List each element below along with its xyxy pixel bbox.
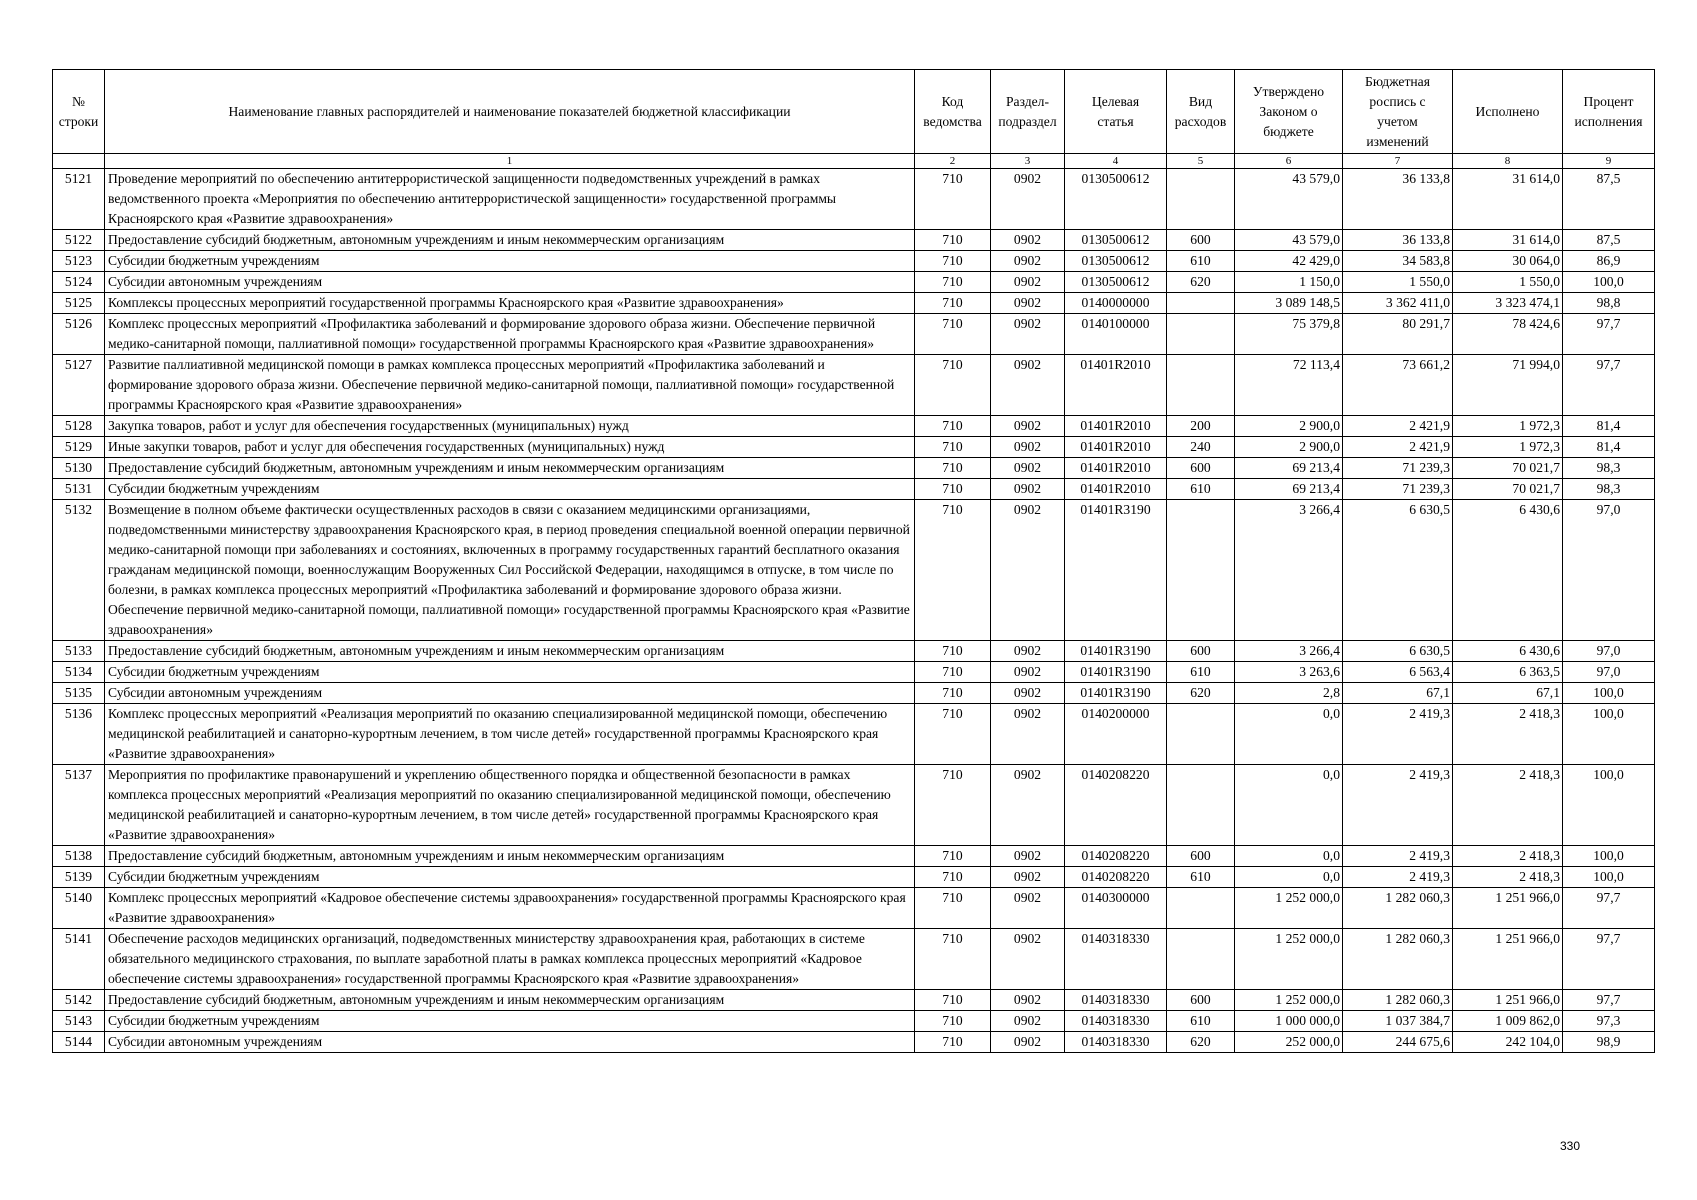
expense-type-cell: 200 [1167, 416, 1235, 437]
dept-code-cell: 710 [915, 355, 991, 416]
dept-code-cell: 710 [915, 683, 991, 704]
expense-type-cell [1167, 355, 1235, 416]
header-target-item: Целевая статья [1065, 70, 1167, 154]
section-cell: 0902 [991, 479, 1065, 500]
approved-cell: 1 252 000,0 [1235, 929, 1343, 990]
dept-code-cell: 710 [915, 990, 991, 1011]
dept-code-cell: 710 [915, 251, 991, 272]
section-cell: 0902 [991, 500, 1065, 641]
approved-cell: 3 089 148,5 [1235, 293, 1343, 314]
header-budget-schedule: Бюджетная роспись с учетом изменений [1343, 70, 1453, 154]
name-cell: Проведение мероприятий по обеспечению антитеррористической защищенности подведомственных учреждений в рамках ведомственного проекта «Мероприятия по обеспечению антитеррористической защищенности» государственной программы Красноярского края «Развитие здравоохранения» [105, 169, 915, 230]
dept-code-cell: 710 [915, 1011, 991, 1032]
row-number-cell: 5131 [53, 479, 105, 500]
dept-code-cell: 710 [915, 641, 991, 662]
name-cell: Предоставление субсидий бюджетным, автономным учреждениям и иным некоммерческим организациям [105, 846, 915, 867]
table-row [53, 500, 1655, 641]
dept-code-cell: 710 [915, 230, 991, 251]
target-item-cell: 0140318330 [1065, 1011, 1167, 1032]
row-number-cell: 5140 [53, 888, 105, 929]
table-row [53, 251, 1655, 272]
row-number-cell: 5136 [53, 704, 105, 765]
budget-schedule-cell: 80 291,7 [1343, 314, 1453, 355]
budget-schedule-cell: 36 133,8 [1343, 230, 1453, 251]
executed-cell: 2 418,3 [1453, 765, 1563, 846]
target-item-cell: 0140318330 [1065, 990, 1167, 1011]
row-number-cell: 5133 [53, 641, 105, 662]
column-number: 6 [1235, 154, 1343, 169]
expense-type-cell: 620 [1167, 272, 1235, 293]
column-number-row [53, 154, 1655, 169]
name-cell: Субсидии бюджетным учреждениям [105, 867, 915, 888]
section-cell: 0902 [991, 272, 1065, 293]
executed-cell: 78 424,6 [1453, 314, 1563, 355]
section-cell: 0902 [991, 641, 1065, 662]
budget-table [52, 69, 1655, 1053]
executed-cell: 2 418,3 [1453, 704, 1563, 765]
section-cell: 0902 [991, 765, 1065, 846]
row-number-cell: 5123 [53, 251, 105, 272]
row-number-cell: 5121 [53, 169, 105, 230]
percent-cell: 98,8 [1563, 293, 1655, 314]
dept-code-cell: 710 [915, 500, 991, 641]
name-cell: Комплекс процессных мероприятий «Кадровое обеспечение системы здравоохранения» государственной программы Красноярского края «Развитие здравоохранения» [105, 888, 915, 929]
table-row [53, 416, 1655, 437]
target-item-cell: 0140208220 [1065, 765, 1167, 846]
budget-schedule-cell: 1 037 384,7 [1343, 1011, 1453, 1032]
name-cell: Субсидии бюджетным учреждениям [105, 479, 915, 500]
header-row-number: № строки [53, 70, 105, 154]
budget-schedule-cell: 244 675,6 [1343, 1032, 1453, 1053]
budget-schedule-cell: 2 419,3 [1343, 867, 1453, 888]
target-item-cell: 01401R3190 [1065, 683, 1167, 704]
percent-cell: 98,3 [1563, 479, 1655, 500]
expense-type-cell: 620 [1167, 1032, 1235, 1053]
budget-schedule-cell: 3 362 411,0 [1343, 293, 1453, 314]
percent-cell: 97,7 [1563, 888, 1655, 929]
column-number: 2 [915, 154, 991, 169]
target-item-cell: 01401R3190 [1065, 500, 1167, 641]
executed-cell: 70 021,7 [1453, 458, 1563, 479]
column-number [53, 154, 105, 169]
expense-type-cell [1167, 765, 1235, 846]
expense-type-cell: 240 [1167, 437, 1235, 458]
executed-cell: 1 009 862,0 [1453, 1011, 1563, 1032]
name-cell: Возмещение в полном объеме фактически осуществленных расходов в связи с оказанием медицинскими организациями, подведомственными министерству здравоохранения Красноярского края, в период проведения специальной военной операции первичной медико-санитарной помощи при заболеваниях и состояниях, включенных в программу государственных гарантий бесплатного оказания гражданам медицинской помощи, военнослужащим Вооруженных Сил Российской Федерации, находящимся в отпуске, в том числе по болезни, в рамках комплекса процессных мероприятий «Профилактика заболеваний и формирование здорового образа жизни. Обеспечение первичной медико-санитарной помощи, паллиативной помощи» государственной программы Красноярского края «Развитие здравоохранения» [105, 500, 915, 641]
approved-cell: 69 213,4 [1235, 479, 1343, 500]
target-item-cell: 0140200000 [1065, 704, 1167, 765]
row-number-cell: 5124 [53, 272, 105, 293]
budget-schedule-cell: 36 133,8 [1343, 169, 1453, 230]
expense-type-cell [1167, 169, 1235, 230]
executed-cell: 31 614,0 [1453, 169, 1563, 230]
dept-code-cell: 710 [915, 169, 991, 230]
name-cell: Предоставление субсидий бюджетным, автономным учреждениям и иным некоммерческим организациям [105, 230, 915, 251]
header-percent: Процент исполнения [1563, 70, 1655, 154]
executed-cell: 30 064,0 [1453, 251, 1563, 272]
percent-cell: 86,9 [1563, 251, 1655, 272]
name-cell: Субсидии автономным учреждениям [105, 272, 915, 293]
percent-cell: 97,0 [1563, 641, 1655, 662]
header-section: Раздел- подраздел [991, 70, 1065, 154]
approved-cell: 72 113,4 [1235, 355, 1343, 416]
row-number-cell: 5132 [53, 500, 105, 641]
section-cell: 0902 [991, 683, 1065, 704]
approved-cell: 0,0 [1235, 867, 1343, 888]
budget-schedule-cell: 2 419,3 [1343, 704, 1453, 765]
row-number-cell: 5141 [53, 929, 105, 990]
name-cell: Субсидии автономным учреждениям [105, 1032, 915, 1053]
executed-cell: 1 251 966,0 [1453, 929, 1563, 990]
executed-cell: 2 418,3 [1453, 867, 1563, 888]
approved-cell: 1 000 000,0 [1235, 1011, 1343, 1032]
approved-cell: 0,0 [1235, 846, 1343, 867]
section-cell: 0902 [991, 355, 1065, 416]
name-cell: Комплексы процессных мероприятий государственной программы Красноярского края «Развитие здравоохранения» [105, 293, 915, 314]
percent-cell: 97,3 [1563, 1011, 1655, 1032]
budget-schedule-cell: 2 419,3 [1343, 846, 1453, 867]
row-number-cell: 5143 [53, 1011, 105, 1032]
name-cell: Предоставление субсидий бюджетным, автономным учреждениям и иным некоммерческим организациям [105, 990, 915, 1011]
executed-cell: 3 323 474,1 [1453, 293, 1563, 314]
name-cell: Субсидии бюджетным учреждениям [105, 251, 915, 272]
row-number-cell: 5142 [53, 990, 105, 1011]
dept-code-cell: 710 [915, 662, 991, 683]
executed-cell: 71 994,0 [1453, 355, 1563, 416]
budget-schedule-cell: 71 239,3 [1343, 458, 1453, 479]
row-number-cell: 5129 [53, 437, 105, 458]
section-cell: 0902 [991, 929, 1065, 990]
section-cell: 0902 [991, 990, 1065, 1011]
approved-cell: 2 900,0 [1235, 437, 1343, 458]
target-item-cell: 01401R2010 [1065, 437, 1167, 458]
expense-type-cell: 600 [1167, 458, 1235, 479]
name-cell: Предоставление субсидий бюджетным, автономным учреждениям и иным некоммерческим организациям [105, 641, 915, 662]
dept-code-cell: 710 [915, 765, 991, 846]
expense-type-cell: 610 [1167, 1011, 1235, 1032]
budget-schedule-cell: 6 563,4 [1343, 662, 1453, 683]
table-row [53, 169, 1655, 230]
expense-type-cell: 610 [1167, 251, 1235, 272]
approved-cell: 1 252 000,0 [1235, 888, 1343, 929]
target-item-cell: 01401R2010 [1065, 458, 1167, 479]
dept-code-cell: 710 [915, 704, 991, 765]
percent-cell: 100,0 [1563, 683, 1655, 704]
name-cell: Закупка товаров, работ и услуг для обеспечения государственных (муниципальных) нужд [105, 416, 915, 437]
percent-cell: 81,4 [1563, 437, 1655, 458]
row-number-cell: 5130 [53, 458, 105, 479]
target-item-cell: 01401R2010 [1065, 355, 1167, 416]
section-cell: 0902 [991, 662, 1065, 683]
table-row [53, 479, 1655, 500]
executed-cell: 70 021,7 [1453, 479, 1563, 500]
table-row [53, 641, 1655, 662]
table-row [53, 662, 1655, 683]
section-cell: 0902 [991, 314, 1065, 355]
budget-schedule-cell: 73 661,2 [1343, 355, 1453, 416]
column-number: 7 [1343, 154, 1453, 169]
percent-cell: 100,0 [1563, 867, 1655, 888]
header-row [53, 70, 1655, 154]
header-dept-code: Код ведомства [915, 70, 991, 154]
budget-schedule-cell: 1 282 060,3 [1343, 990, 1453, 1011]
executed-cell: 1 251 966,0 [1453, 990, 1563, 1011]
target-item-cell: 0140208220 [1065, 867, 1167, 888]
approved-cell: 3 266,4 [1235, 641, 1343, 662]
percent-cell: 81,4 [1563, 416, 1655, 437]
table-row [53, 846, 1655, 867]
approved-cell: 69 213,4 [1235, 458, 1343, 479]
approved-cell: 3 266,4 [1235, 500, 1343, 641]
dept-code-cell: 710 [915, 416, 991, 437]
header-executed: Исполнено [1453, 70, 1563, 154]
section-cell: 0902 [991, 169, 1065, 230]
section-cell: 0902 [991, 867, 1065, 888]
expense-type-cell [1167, 500, 1235, 641]
row-number-cell: 5135 [53, 683, 105, 704]
approved-cell: 42 429,0 [1235, 251, 1343, 272]
table-row [53, 293, 1655, 314]
name-cell: Развитие паллиативной медицинской помощи в рамках комплекса процессных мероприятий «Профилактика заболеваний и формирование здорового образа жизни. Обеспечение первичной медико-санитарной помощи, паллиативной помощи» государственной программы Красноярского края «Развитие здравоохранения» [105, 355, 915, 416]
executed-cell: 31 614,0 [1453, 230, 1563, 251]
section-cell: 0902 [991, 1011, 1065, 1032]
row-number-cell: 5122 [53, 230, 105, 251]
section-cell: 0902 [991, 704, 1065, 765]
table-row [53, 929, 1655, 990]
column-number: 1 [105, 154, 915, 169]
table-row [53, 230, 1655, 251]
approved-cell: 75 379,8 [1235, 314, 1343, 355]
table-body [53, 169, 1655, 1053]
percent-cell: 97,7 [1563, 314, 1655, 355]
table-row [53, 1011, 1655, 1032]
dept-code-cell: 710 [915, 458, 991, 479]
executed-cell: 1 972,3 [1453, 437, 1563, 458]
dept-code-cell: 710 [915, 479, 991, 500]
percent-cell: 100,0 [1563, 765, 1655, 846]
table-row [53, 437, 1655, 458]
percent-cell: 98,3 [1563, 458, 1655, 479]
name-cell: Субсидии автономным учреждениям [105, 683, 915, 704]
target-item-cell: 0130500612 [1065, 230, 1167, 251]
percent-cell: 100,0 [1563, 272, 1655, 293]
target-item-cell: 0130500612 [1065, 169, 1167, 230]
table-row [53, 355, 1655, 416]
name-cell: Комплекс процессных мероприятий «Реализация мероприятий по оказанию специализированной медицинской помощи, обеспечению медицинской реабилитацией и санаторно-курортным лечением, в том числе детей» государственной программы Красноярского края «Развитие здравоохранения» [105, 704, 915, 765]
section-cell: 0902 [991, 888, 1065, 929]
section-cell: 0902 [991, 846, 1065, 867]
budget-schedule-cell: 1 550,0 [1343, 272, 1453, 293]
name-cell: Обеспечение расходов медицинских организаций, подведомственных министерству здравоохранения края, работающих в системе обязательного медицинского страхования, по выплате заработной платы в рамках комплекса процессных мероприятий «Кадровое обеспечение системы здравоохранения» государственной программы Красноярского края «Развитие здравоохранения» [105, 929, 915, 990]
executed-cell: 242 104,0 [1453, 1032, 1563, 1053]
name-cell: Комплекс процессных мероприятий «Профилактика заболеваний и формирование здорового образа жизни. Обеспечение первичной медико-санитарной помощи, паллиативной помощи» государственной программы Красноярского края «Развитие здравоохранения» [105, 314, 915, 355]
target-item-cell: 01401R3190 [1065, 662, 1167, 683]
budget-schedule-cell: 1 282 060,3 [1343, 929, 1453, 990]
dept-code-cell: 710 [915, 929, 991, 990]
page-number: 330 [1560, 1139, 1581, 1153]
dept-code-cell: 710 [915, 314, 991, 355]
column-number: 4 [1065, 154, 1167, 169]
target-item-cell: 0140318330 [1065, 1032, 1167, 1053]
expense-type-cell [1167, 293, 1235, 314]
table-row [53, 683, 1655, 704]
dept-code-cell: 710 [915, 867, 991, 888]
target-item-cell: 01401R3190 [1065, 641, 1167, 662]
percent-cell: 97,0 [1563, 500, 1655, 641]
budget-schedule-cell: 34 583,8 [1343, 251, 1453, 272]
table-row [53, 458, 1655, 479]
name-cell: Субсидии бюджетным учреждениям [105, 1011, 915, 1032]
row-number-cell: 5134 [53, 662, 105, 683]
table-row [53, 314, 1655, 355]
expense-type-cell: 600 [1167, 230, 1235, 251]
row-number-cell: 5125 [53, 293, 105, 314]
row-number-cell: 5128 [53, 416, 105, 437]
target-item-cell: 0130500612 [1065, 272, 1167, 293]
percent-cell: 100,0 [1563, 846, 1655, 867]
column-number: 8 [1453, 154, 1563, 169]
section-cell: 0902 [991, 293, 1065, 314]
target-item-cell: 0130500612 [1065, 251, 1167, 272]
section-cell: 0902 [991, 230, 1065, 251]
name-cell: Мероприятия по профилактике правонарушений и укреплению общественного порядка и общественной безопасности в рамках комплекса процессных мероприятий «Реализация мероприятий по оказанию специализированной медицинской помощи, обеспечению медицинской реабилитацией и санаторно-курортным лечением, в том числе детей» государственной программы Красноярского края «Развитие здравоохранения» [105, 765, 915, 846]
section-cell: 0902 [991, 437, 1065, 458]
name-cell: Иные закупки товаров, работ и услуг для обеспечения государственных (муниципальных) нужд [105, 437, 915, 458]
executed-cell: 1 972,3 [1453, 416, 1563, 437]
table-row [53, 704, 1655, 765]
section-cell: 0902 [991, 251, 1065, 272]
expense-type-cell [1167, 929, 1235, 990]
header-approved: Утверждено Законом о бюджете [1235, 70, 1343, 154]
expense-type-cell: 600 [1167, 990, 1235, 1011]
dept-code-cell: 710 [915, 437, 991, 458]
budget-schedule-cell: 1 282 060,3 [1343, 888, 1453, 929]
row-number-cell: 5138 [53, 846, 105, 867]
approved-cell: 3 263,6 [1235, 662, 1343, 683]
approved-cell: 2,8 [1235, 683, 1343, 704]
expense-type-cell: 610 [1167, 662, 1235, 683]
column-number: 5 [1167, 154, 1235, 169]
dept-code-cell: 710 [915, 1032, 991, 1053]
budget-schedule-cell: 6 630,5 [1343, 500, 1453, 641]
percent-cell: 97,7 [1563, 990, 1655, 1011]
percent-cell: 97,7 [1563, 355, 1655, 416]
target-item-cell: 0140300000 [1065, 888, 1167, 929]
table-row [53, 272, 1655, 293]
target-item-cell: 0140318330 [1065, 929, 1167, 990]
percent-cell: 100,0 [1563, 704, 1655, 765]
expense-type-cell: 620 [1167, 683, 1235, 704]
target-item-cell: 0140208220 [1065, 846, 1167, 867]
dept-code-cell: 710 [915, 888, 991, 929]
table-header [53, 70, 1655, 169]
target-item-cell: 01401R2010 [1065, 479, 1167, 500]
approved-cell: 252 000,0 [1235, 1032, 1343, 1053]
target-item-cell: 0140000000 [1065, 293, 1167, 314]
name-cell: Предоставление субсидий бюджетным, автономным учреждениям и иным некоммерческим организациям [105, 458, 915, 479]
approved-cell: 1 252 000,0 [1235, 990, 1343, 1011]
executed-cell: 2 418,3 [1453, 846, 1563, 867]
budget-schedule-cell: 67,1 [1343, 683, 1453, 704]
approved-cell: 0,0 [1235, 704, 1343, 765]
row-number-cell: 5126 [53, 314, 105, 355]
executed-cell: 6 430,6 [1453, 641, 1563, 662]
expense-type-cell [1167, 314, 1235, 355]
table-row [53, 867, 1655, 888]
approved-cell: 43 579,0 [1235, 169, 1343, 230]
executed-cell: 67,1 [1453, 683, 1563, 704]
row-number-cell: 5144 [53, 1032, 105, 1053]
percent-cell: 87,5 [1563, 230, 1655, 251]
approved-cell: 2 900,0 [1235, 416, 1343, 437]
row-number-cell: 5139 [53, 867, 105, 888]
approved-cell: 0,0 [1235, 765, 1343, 846]
executed-cell: 6 430,6 [1453, 500, 1563, 641]
percent-cell: 87,5 [1563, 169, 1655, 230]
target-item-cell: 01401R2010 [1065, 416, 1167, 437]
column-number: 3 [991, 154, 1065, 169]
section-cell: 0902 [991, 458, 1065, 479]
header-name: Наименование главных распорядителей и наименование показателей бюджетной классификации [105, 70, 915, 154]
expense-type-cell [1167, 704, 1235, 765]
expense-type-cell: 610 [1167, 867, 1235, 888]
header-expense-type: Вид расходов [1167, 70, 1235, 154]
table-row [53, 1032, 1655, 1053]
dept-code-cell: 710 [915, 293, 991, 314]
executed-cell: 1 251 966,0 [1453, 888, 1563, 929]
budget-schedule-cell: 2 421,9 [1343, 416, 1453, 437]
percent-cell: 97,0 [1563, 662, 1655, 683]
budget-schedule-cell: 2 419,3 [1343, 765, 1453, 846]
budget-schedule-cell: 2 421,9 [1343, 437, 1453, 458]
approved-cell: 43 579,0 [1235, 230, 1343, 251]
executed-cell: 6 363,5 [1453, 662, 1563, 683]
name-cell: Субсидии бюджетным учреждениям [105, 662, 915, 683]
row-number-cell: 5137 [53, 765, 105, 846]
budget-schedule-cell: 6 630,5 [1343, 641, 1453, 662]
percent-cell: 98,9 [1563, 1032, 1655, 1053]
table-row [53, 765, 1655, 846]
column-number: 9 [1563, 154, 1655, 169]
expense-type-cell: 600 [1167, 641, 1235, 662]
expense-type-cell: 610 [1167, 479, 1235, 500]
expense-type-cell: 600 [1167, 846, 1235, 867]
section-cell: 0902 [991, 416, 1065, 437]
table-row [53, 888, 1655, 929]
row-number-cell: 5127 [53, 355, 105, 416]
dept-code-cell: 710 [915, 846, 991, 867]
executed-cell: 1 550,0 [1453, 272, 1563, 293]
table-row [53, 990, 1655, 1011]
dept-code-cell: 710 [915, 272, 991, 293]
budget-schedule-cell: 71 239,3 [1343, 479, 1453, 500]
percent-cell: 97,7 [1563, 929, 1655, 990]
approved-cell: 1 150,0 [1235, 272, 1343, 293]
section-cell: 0902 [991, 1032, 1065, 1053]
expense-type-cell [1167, 888, 1235, 929]
target-item-cell: 0140100000 [1065, 314, 1167, 355]
